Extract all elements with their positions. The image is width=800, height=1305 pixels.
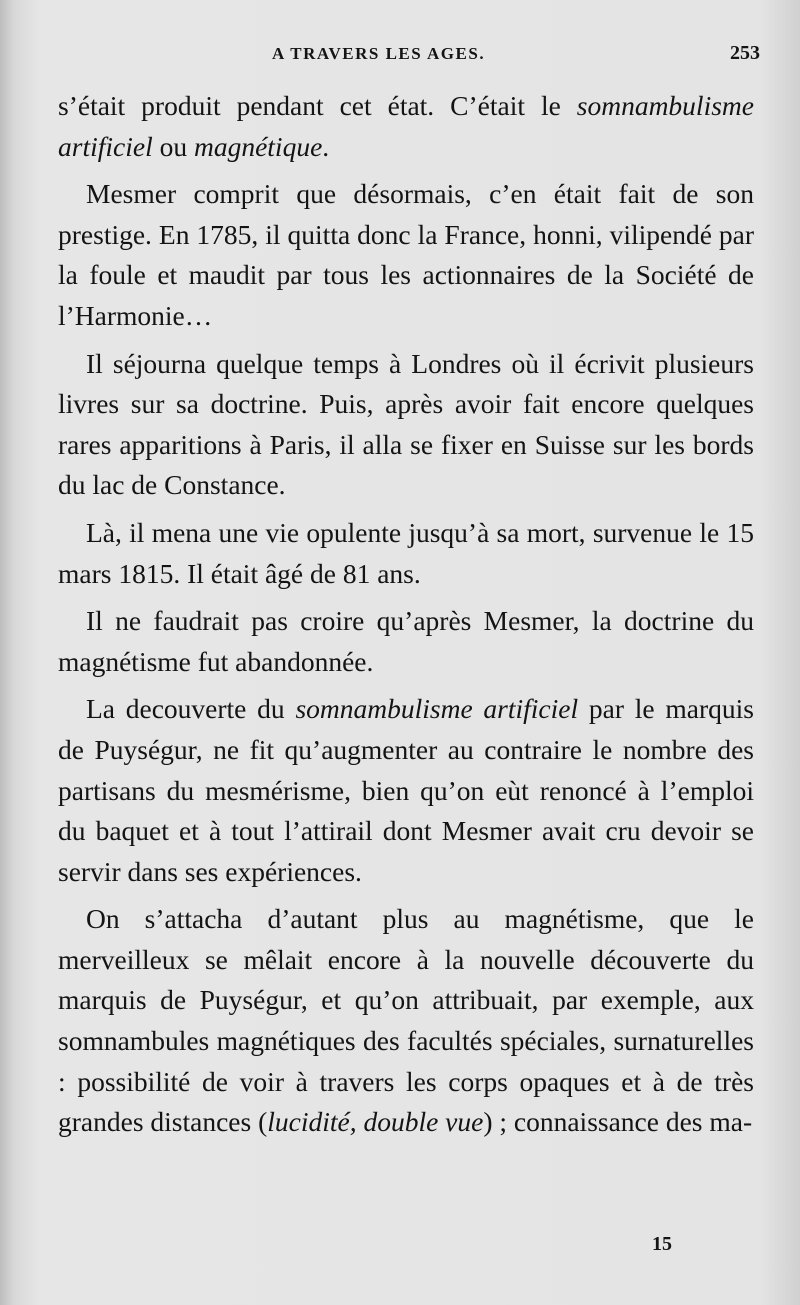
paragraph xyxy=(58,344,754,506)
paragraph xyxy=(58,513,754,594)
text-run: Il séjourna quelque temps à Londres où il écrivit plusieurs livres sur sa doctrine. Puis, après avoir fait encore quelques rares apparitions à Paris, il alla se fixer en Suisse sur les bords du lac de Constance. xyxy=(58,347,754,501)
running-title: A TRAVERS LES AGES. xyxy=(272,44,486,63)
italic-text: somnambulisme artificiel xyxy=(58,90,754,162)
text-run: ) ; connaissance des ma- xyxy=(483,1106,753,1138)
paragraph xyxy=(58,689,754,892)
running-head xyxy=(58,40,764,74)
body-text xyxy=(58,86,754,1150)
italic-text: lucidité, double vue xyxy=(267,1106,484,1138)
text-run: ou xyxy=(152,130,194,162)
text-run: Il ne faudrait pas croire qu’après Mesmer, la doctrine du magnétisme fut abandonnée. xyxy=(58,605,754,677)
paragraph xyxy=(58,899,754,1143)
italic-text: magnétique xyxy=(193,130,323,162)
text-run: La decouverte du xyxy=(86,693,296,725)
text-run: On s’attacha d’autant plus au magnétisme, que le merveilleux se mêlait encore à la nouvelle découverte du marquis de Puységur, et qu’on attribuait, par exemple, aux somnambules magnétiques des facultés spéciales, surnaturelles : possibilité de voir à travers les corps opaques et à de très grandes distances ( xyxy=(58,903,754,1138)
text-run: s’était produit pendant cet état. C’était le xyxy=(58,90,577,121)
text-run: Là, il mena une vie opulente jusqu’à sa mort, survenue le 15 mars 1815. Il était âgé de 81 ans. xyxy=(58,516,754,589)
paragraph xyxy=(58,174,754,336)
paragraph xyxy=(58,601,754,682)
paragraph xyxy=(58,86,754,167)
italic-text: somnambulisme artificiel xyxy=(295,693,579,725)
page-number: 253 xyxy=(730,42,760,64)
text-run: par le marquis de Puységur, ne fit qu’augmenter au contraire le nombre des partisans du mesmérisme, bien qu’on eùt renoncé à l’emploi du baquet et à tout l’attirail dont Mesmer avait cru devoir se servir dans ses expériences. xyxy=(58,693,754,887)
text-run: Mesmer comprit que désormais, c’en était fait de son prestige. En 1785, il quitta donc la France, honni, vilipendé par la foule et maudit par tous les actionnaires de la Société de l’Harmonie… xyxy=(58,178,754,331)
signature-mark: 15 xyxy=(652,1233,672,1255)
text-run: . xyxy=(322,130,330,162)
